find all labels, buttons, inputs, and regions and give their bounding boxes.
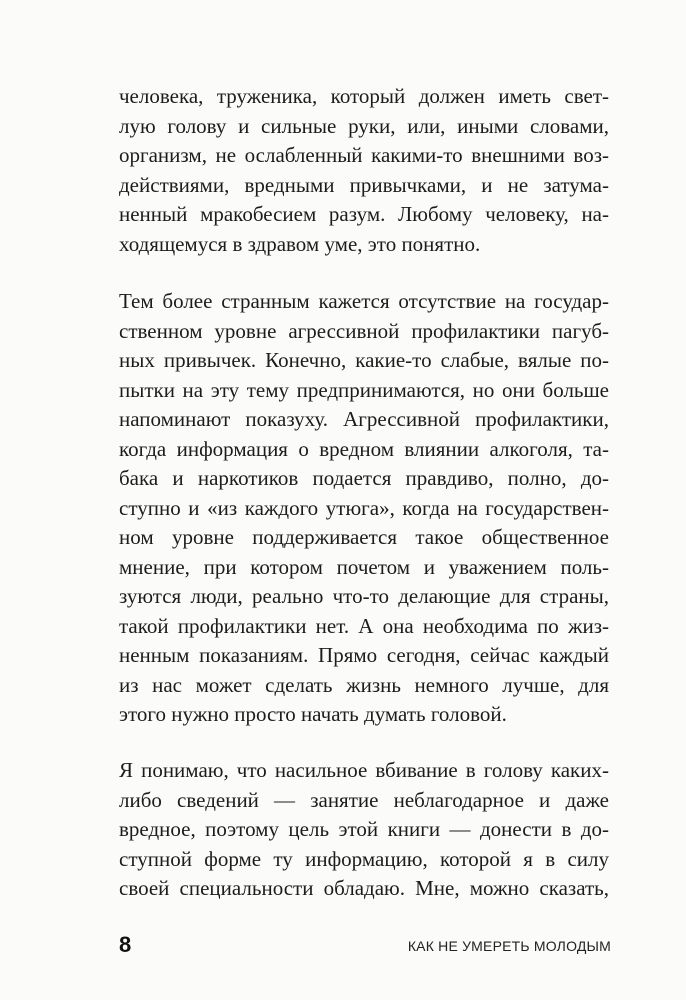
- text-line: вредное, поэтому цель этой книги — донести в до-: [119, 817, 609, 841]
- text-line: мнение, при котором почетом и уважением поль-: [119, 554, 609, 579]
- text-line: ненным показаниям. Прямо сегодня, сейчас каждый: [119, 643, 609, 667]
- text-line: из нас может сделать жизнь немного лучше, для: [119, 672, 609, 697]
- text-line: ном уровне поддерживается такое общественное: [119, 525, 609, 549]
- text-line: этого нужно просто начать думать головой.: [119, 702, 507, 726]
- text-line: напоминают показуху. Агрессивной профилактики,: [119, 407, 609, 431]
- text-line: организм, не ослабленный какими-то внешними воз-: [119, 143, 609, 167]
- text-line: зуются люди, реально что-то делающие для страны,: [119, 584, 609, 608]
- text-line: Я понимаю, что насильное вбивание в голову каких-: [119, 758, 609, 782]
- text-line: ственном уровне агрессивной профилактики пагуб-: [119, 318, 609, 343]
- page-number: 8: [119, 932, 132, 957]
- paragraph-3: [119, 756, 609, 904]
- text-line: человека, труженика, который должен иметь свет-: [119, 84, 609, 108]
- text-line: ступной форме ту информацию, которой я в силу: [119, 846, 609, 871]
- page-footer: [119, 930, 611, 960]
- text-line: бака и наркотиков подается правдиво, полно, до-: [119, 466, 609, 490]
- text-line: действиями, вредными привычками, и не затума-: [119, 172, 609, 197]
- paragraph-2: [119, 287, 609, 730]
- text-line: своей специальности обладаю. Мне, можно сказать,: [119, 876, 609, 900]
- paragraph-1: [119, 82, 609, 259]
- text-line: когда информация о вредном влиянии алкоголя, та-: [119, 436, 609, 461]
- text-line: ступно и «из каждого утюга», когда на государствен-: [119, 495, 609, 520]
- running-title: КАК НЕ УМЕРЕТЬ МОЛОДЫМ: [407, 938, 611, 954]
- text-line: ненный мракобесием разум. Любому человеку, на-: [119, 202, 609, 226]
- text-line: ходящемуся в здравом уме, это понятно.: [119, 231, 481, 256]
- text-line: такой профилактики нет. А она необходима по жиз-: [119, 613, 609, 638]
- text-line: Тем более странным кажется отсутствие на государ-: [119, 289, 609, 313]
- text-line: лую голову и сильные руки, или, иными словами,: [119, 113, 609, 138]
- text-line: либо сведений — занятие неблагодарное и даже: [119, 787, 609, 812]
- text-line: пытки на эту тему предпринимаются, но они больше: [119, 377, 609, 402]
- text-line: ных привычек. Конечно, какие-то слабые, вялые по-: [119, 348, 609, 372]
